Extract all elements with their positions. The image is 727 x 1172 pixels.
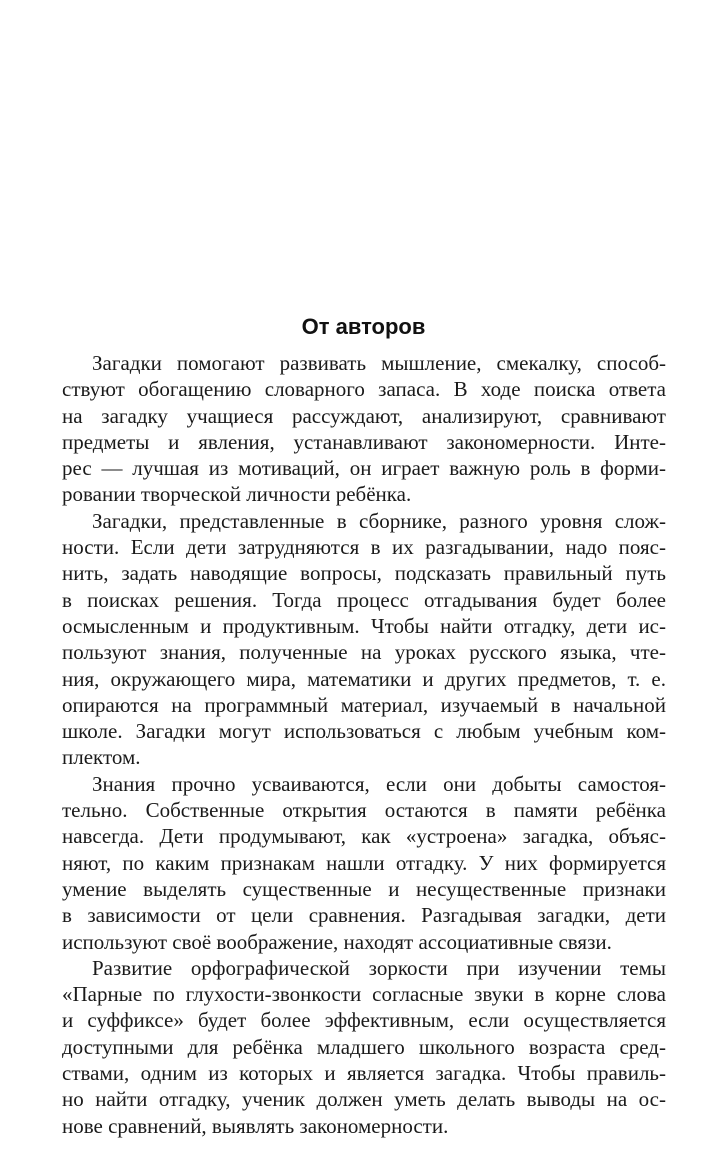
text-line: Знания прочно усваиваются, если они добыты самостоя- — [92, 771, 666, 796]
text-line: плектом. — [62, 745, 141, 770]
text-line: Загадки, представленные в сборнике, разного уровня слож- — [92, 508, 666, 533]
authors-foreword-text — [62, 350, 666, 1139]
text-line: на загадку учащиеся рассуждают, анализируют, сравнивают — [62, 403, 666, 428]
text-line: тельно. Собственные открытия остаются в памяти ребёнка — [62, 798, 666, 823]
text-line: нить, задать наводящие вопросы, подсказать правильный путь — [62, 561, 666, 586]
text-line: осмысленным и продуктивным. Чтобы найти отгадку, дети ис- — [62, 613, 666, 638]
page-title: От авторов — [301, 314, 426, 339]
text-line: ности. Если дети затрудняются в их разгадывании, надо пояс- — [62, 535, 666, 560]
text-line: Загадки помогают развивать мышление, смекалку, способ- — [92, 351, 666, 375]
text-line: и суффиксе» будет более эффективным, если осуществляется — [62, 1008, 666, 1033]
text-line: школе. Загадки могут использоваться с любым учебным ком- — [62, 719, 666, 744]
text-line: нове сравнений, выявлять закономерности. — [62, 1113, 449, 1138]
text-line: ствами, одним из которых и является загадка. Чтобы правиль- — [62, 1061, 666, 1086]
text-line: «Парные по глухости-звонкости согласные звуки в корне слова — [62, 982, 666, 1007]
text-line: опираются на программный материал, изучаемый в начальной — [62, 692, 666, 717]
text-line: умение выделять существенные и несущественные признаки — [62, 876, 666, 901]
text-line: навсегда. Дети продумывают, как «устроена» загадка, объяс- — [62, 824, 666, 849]
text-line: предметы и явления, устанавливают закономерности. Инте- — [62, 429, 666, 454]
text-line: ровании творческой личности ребёнка. — [62, 482, 412, 507]
text-line: в зависимости от цели сравнения. Разгадывая загадки, дети — [62, 903, 666, 928]
text-line: ния, окружающего мира, математики и других предметов, т. е. — [62, 666, 666, 691]
text-line: в поисках решения. Тогда процесс отгадывания будет более — [62, 587, 666, 612]
text-line: доступными для ребёнка младшего школьного возраста сред- — [62, 1034, 666, 1059]
text-line: но найти отгадку, ученик должен уметь делать выводы на ос- — [62, 1087, 666, 1112]
text-line: используют своё воображение, находят ассоциативные связи. — [62, 929, 612, 954]
text-line: няют, по каким признакам нашли отгадку. У них формируется — [62, 850, 666, 875]
text-line: пользуют знания, полученные на уроках русского языка, чте- — [62, 640, 666, 665]
text-line: Развитие орфографической зоркости при изучении темы — [92, 955, 666, 980]
text-line: ствуют обогащению словарного запаса. В ходе поиска ответа — [62, 377, 666, 402]
text-line: рес — лучшая из мотиваций, он играет важную роль в форми- — [62, 456, 666, 481]
